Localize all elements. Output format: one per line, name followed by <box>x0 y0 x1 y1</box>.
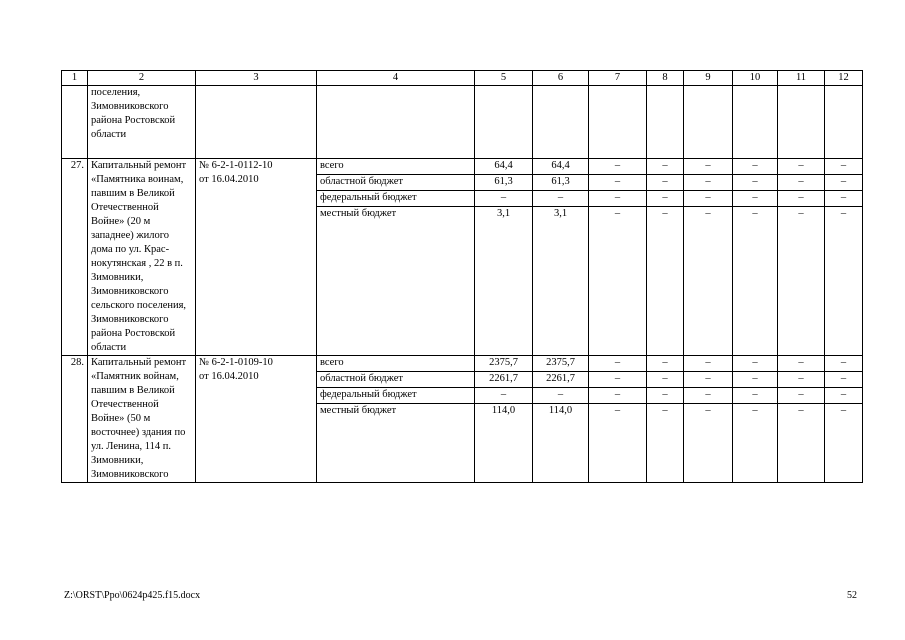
amount-value: – <box>778 191 824 207</box>
amount-value: – <box>684 388 732 404</box>
amount-value: 2261,7 <box>475 372 532 388</box>
amount-value: – <box>798 405 804 416</box>
amount-value: – <box>825 372 862 388</box>
amount-value: – <box>647 191 683 207</box>
table-row <box>62 356 863 483</box>
column-number-header-row <box>62 71 863 86</box>
amount-value: – <box>589 356 646 372</box>
amount-cell <box>647 159 684 356</box>
document-date: от 16.04.2010 <box>199 174 259 185</box>
amount-value: – <box>778 388 824 404</box>
amount-value: – <box>647 175 683 191</box>
amount-cell <box>778 159 825 356</box>
header-cell: 3 <box>196 71 317 86</box>
amount-cell <box>647 356 684 483</box>
amount-value: – <box>825 388 862 404</box>
amount-cell <box>533 356 589 483</box>
amount-cell <box>733 356 778 483</box>
amount-value: – <box>825 356 862 372</box>
budget-table <box>61 70 863 483</box>
amount-value: – <box>614 208 621 219</box>
continuation-row <box>62 86 863 159</box>
amount-value: – <box>589 191 646 207</box>
amount-cell <box>533 159 589 356</box>
amount-value: – <box>733 372 777 388</box>
document-number: № 6-2-1-0112-10 <box>199 160 273 171</box>
amount-value: 61,3 <box>533 175 588 191</box>
amount-value: – <box>684 372 732 388</box>
amount-value: 114,0 <box>548 405 573 416</box>
funding-source-label: федеральный бюджет <box>317 388 474 404</box>
funding-source-label: всего <box>317 356 474 372</box>
amount-cell <box>475 159 533 356</box>
amount-value: – <box>733 356 777 372</box>
header-cell: 12 <box>825 71 863 86</box>
amount-cell <box>825 356 863 483</box>
header-cell: 7 <box>589 71 647 86</box>
amount-value: – <box>733 191 777 207</box>
funding-source-label: областной бюджет <box>317 372 474 388</box>
file-path-footer: Z:\ORST\Ppo\0624p425.f15.docx <box>64 590 201 601</box>
funding-source-cell <box>317 159 475 356</box>
funding-source-cell <box>317 356 475 483</box>
amount-cell <box>684 356 733 483</box>
header-cell: 5 <box>475 71 533 86</box>
amount-value: – <box>778 356 824 372</box>
amount-cell <box>475 356 533 483</box>
header-cell: 11 <box>778 71 825 86</box>
amount-value: 3,1 <box>553 208 568 219</box>
funding-source-label: местный бюджет <box>320 208 397 219</box>
funding-source-label: областной бюджет <box>317 175 474 191</box>
amount-value: 64,4 <box>475 159 532 175</box>
amount-value: – <box>589 388 646 404</box>
table-row <box>62 159 863 356</box>
header-cell: 10 <box>733 71 778 86</box>
header-cell: 9 <box>684 71 733 86</box>
amount-value: – <box>733 159 777 175</box>
amount-value: – <box>533 191 588 207</box>
amount-value: – <box>662 405 668 416</box>
amount-value: – <box>662 208 668 219</box>
amount-value: – <box>589 372 646 388</box>
row-number-cell: 27. <box>62 159 88 356</box>
amount-value: – <box>684 356 732 372</box>
document-cell <box>196 159 317 356</box>
document-number: № 6-2-1-0109-10 <box>199 357 273 368</box>
header-cell: 8 <box>647 71 684 86</box>
amount-value: – <box>840 208 847 219</box>
row-number-cell <box>62 86 88 159</box>
amount-cell <box>825 159 863 356</box>
object-name-cell: Капитальный ремонт «Памятника воинам, павшим в Великой Отечественной Войне» (20 м западнее) жилого дома по ул. Крас-нокутянская , 22 в п. Зимовники, Зимовниковского сельского поселения, Зимовниковского района Ростовской области <box>88 159 196 356</box>
amount-value: – <box>752 405 758 416</box>
object-name-cell: Капитальный ремонт «Памятник войнам, павшим в Великой Отечественной Войне» (50 м восточнее) здания по ул. Ленина, 114 п. Зимовники, Зимовниковского <box>88 356 196 483</box>
amount-value: – <box>825 191 862 207</box>
funding-source-label: всего <box>317 159 474 175</box>
amount-value: – <box>825 159 862 175</box>
amount-value: – <box>705 405 711 416</box>
row-number-cell: 28. <box>62 356 88 483</box>
amount-value: – <box>475 191 532 207</box>
amount-value: – <box>614 405 621 416</box>
amount-value: 2261,7 <box>533 372 588 388</box>
amount-value: – <box>798 208 804 219</box>
object-name-cell: поселения, Зимовниковского района Ростовской области <box>88 86 196 159</box>
amount-cell <box>589 356 647 483</box>
amount-value: – <box>778 159 824 175</box>
amount-value: – <box>533 388 588 404</box>
amount-value: – <box>647 356 683 372</box>
amount-value: 3,1 <box>496 208 511 219</box>
amount-value: – <box>705 208 711 219</box>
amount-value: – <box>589 175 646 191</box>
amount-cell <box>684 159 733 356</box>
header-cell: 1 <box>62 71 88 86</box>
amount-value: – <box>733 175 777 191</box>
amount-value: – <box>684 191 732 207</box>
amount-value: 2375,7 <box>533 356 588 372</box>
amount-value: – <box>778 175 824 191</box>
amount-value: – <box>733 388 777 404</box>
amount-value: – <box>752 208 758 219</box>
page-number: 52 <box>847 590 857 601</box>
amount-value: 64,4 <box>533 159 588 175</box>
amount-value: – <box>684 175 732 191</box>
header-cell: 4 <box>317 71 475 86</box>
document-cell <box>196 356 317 483</box>
funding-source-label: местный бюджет <box>320 405 397 416</box>
funding-source-cell <box>317 86 475 159</box>
funding-source-label: федеральный бюджет <box>317 191 474 207</box>
amount-value: – <box>684 159 732 175</box>
document-date: от 16.04.2010 <box>199 371 259 382</box>
amount-value: – <box>825 175 862 191</box>
amount-value: 61,3 <box>475 175 532 191</box>
amount-value: 114,0 <box>491 405 516 416</box>
amount-value: – <box>647 372 683 388</box>
amount-value: – <box>475 388 532 404</box>
header-cell: 2 <box>88 71 196 86</box>
amount-value: – <box>589 159 646 175</box>
amount-value: – <box>778 372 824 388</box>
amount-value: – <box>647 388 683 404</box>
amount-cell <box>733 159 778 356</box>
amount-cell <box>778 356 825 483</box>
amount-value: – <box>647 159 683 175</box>
amount-cell <box>589 159 647 356</box>
document-cell <box>196 86 317 159</box>
header-cell: 6 <box>533 71 589 86</box>
amount-value: 2375,7 <box>475 356 532 372</box>
amount-value: – <box>840 405 847 416</box>
